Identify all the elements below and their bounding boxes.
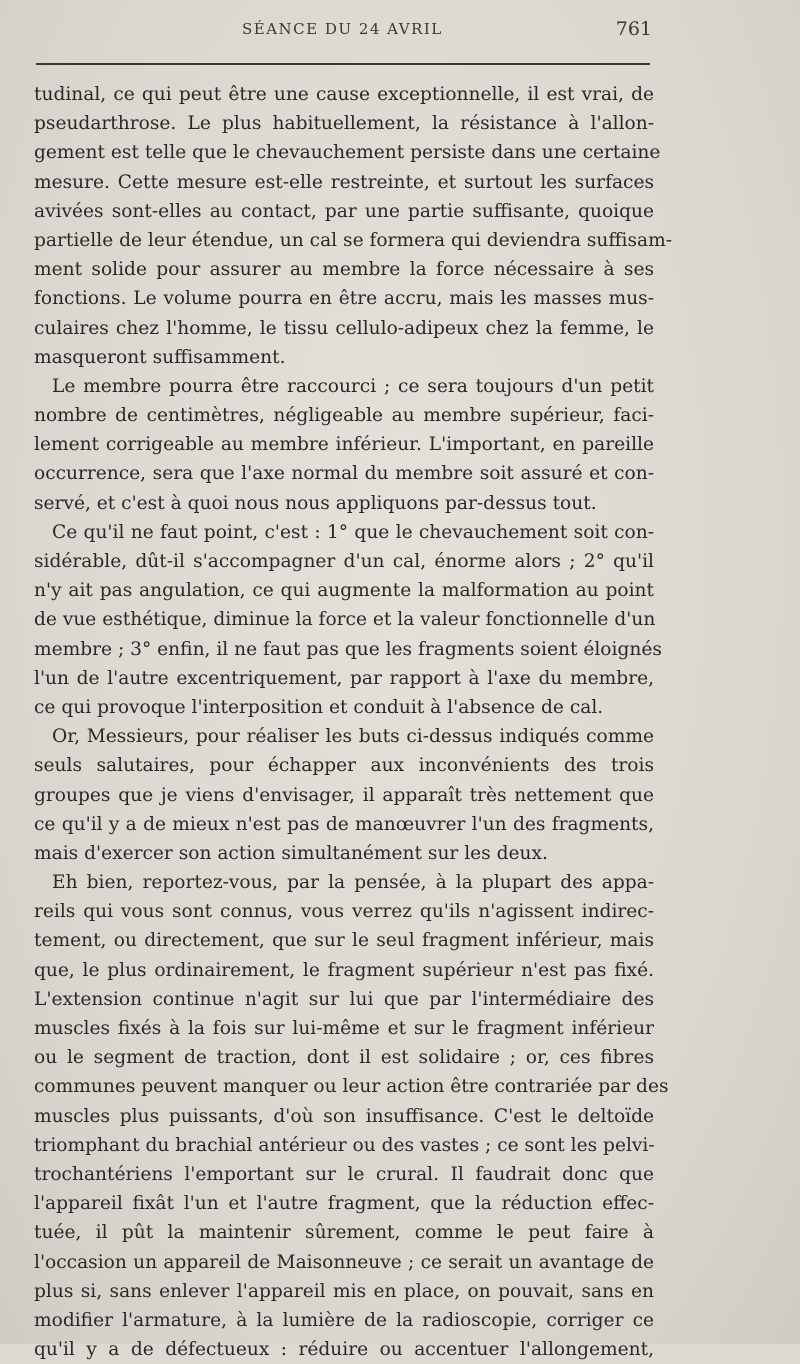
text-line: triomphant du brachial antérieur ou des vastes ; ce sont les pelvi- xyxy=(34,1134,655,1156)
text-line: partielle de leur étendue, un cal se formera qui deviendra suffisam- xyxy=(34,229,673,251)
text-line: tudinal, ce qui peut être une cause exceptionnelle, il est vrai, de xyxy=(34,84,654,105)
text-line: l'occasion un appareil de Maisonneuve ; ce serait un avantage de xyxy=(34,1251,654,1273)
text-line: ce qui provoque l'interposition et conduit à l'absence de cal. xyxy=(34,696,604,718)
text-line: plus si, sans enlever l'appareil mis en place, on pouvait, sans en xyxy=(34,1280,654,1302)
text-line: groupes que je viens d'envisager, il apparaît très nettement que xyxy=(34,784,654,806)
text-line: qu'il y a de défectueux : réduire ou accentuer l'allongement, xyxy=(34,1339,654,1361)
text-line: gement est telle que le chevauchement persiste dans une certaine xyxy=(34,142,661,164)
text-line: trochantériens l'emportant sur le crural. Il faudrait donc que xyxy=(34,1163,654,1185)
text-line: modifier l'armature, à la lumière de la radioscopie, corriger ce xyxy=(34,1309,654,1331)
body-text xyxy=(34,80,673,1364)
text-line: ce qu'il y a de mieux n'est pas de manœuvrer l'un des fragments, xyxy=(34,813,654,835)
text-line: L'extension continue n'agit sur lui que par l'intermédiaire des xyxy=(34,988,654,1010)
text-line: sidérable, dût-il s'accompagner d'un cal, énorme alors ; 2° qu'il xyxy=(34,551,654,572)
text-line: ou le segment de traction, dont il est solidaire ; or, ces fibres xyxy=(34,1047,654,1069)
text-line: Ce qu'il ne faut point, c'est : 1° que le chevauchement soit con- xyxy=(52,521,654,543)
text-line: masqueront suffisamment. xyxy=(34,346,286,368)
text-line: culaires chez l'homme, le tissu cellulo-adipeux chez la femme, le xyxy=(34,317,654,339)
text-line: occurrence, sera que l'axe normal du membre soit assuré et con- xyxy=(34,463,654,485)
text-line: avivées sont-elles au contact, par une partie suffisante, quoique xyxy=(34,200,654,222)
text-line: membre ; 3° enfin, il ne faut pas que les fragments soient éloignés xyxy=(34,638,662,660)
text-line: n'y ait pas angulation, ce qui augmente la malformation au point xyxy=(34,580,654,602)
text-line: tement, ou directement, que sur le seul fragment inférieur, mais xyxy=(34,930,654,952)
text-line: l'un de l'autre excentriquement, par rapport à l'axe du membre, xyxy=(34,667,654,689)
page-number: 761 xyxy=(615,18,652,40)
text-line: l'appareil fixât l'un et l'autre fragment, que la réduction effec- xyxy=(34,1193,654,1215)
text-line: mesure. Cette mesure est-elle restreinte, et surtout les surfaces xyxy=(34,171,654,193)
text-line: Or, Messieurs, pour réaliser les buts ci-dessus indiqués comme xyxy=(52,726,654,748)
text-line: que, le plus ordinairement, le fragment supérieur n'est pas fixé. xyxy=(34,959,654,981)
text-line: de vue esthétique, diminue la force et la valeur fonctionnelle d'un xyxy=(34,609,656,631)
text-line: Eh bien, reportez-vous, par la pensée, à la plupart des appa- xyxy=(52,872,654,894)
text-line: pseudarthrose. Le plus habituellement, la résistance à l'allon- xyxy=(34,113,654,135)
text-line: muscles plus puissants, d'où son insuffisance. C'est le deltoïde xyxy=(34,1105,654,1127)
text-line: fonctions. Le volume pourra en être accru, mais les masses mus- xyxy=(34,288,654,310)
running-header xyxy=(36,18,652,44)
header-rule xyxy=(36,63,650,65)
text-line: servé, et c'est à quoi nous nous appliquons par-dessus tout. xyxy=(34,492,597,514)
text-line: communes peuvent manquer ou leur action être contrariée par des xyxy=(34,1076,669,1098)
text-line: tuée, il pût la maintenir sûrement, comme le peut faire à xyxy=(34,1222,654,1244)
text-line: ment solide pour assurer au membre la force nécessaire à ses xyxy=(34,259,654,281)
text-line: nombre de centimètres, négligeable au membre supérieur, faci- xyxy=(34,405,654,427)
text-line: mais d'exercer son action simultanément sur les deux. xyxy=(34,842,548,864)
text-line: reils qui vous sont connus, vous verrez qu'ils n'agissent indirec- xyxy=(34,901,654,923)
running-title: SÉANCE DU 24 AVRIL xyxy=(242,20,443,38)
text-line: seuls salutaires, pour échapper aux inconvénients des trois xyxy=(34,755,654,777)
text-line: muscles fixés à la fois sur lui-même et sur le fragment inférieur xyxy=(34,1018,654,1039)
text-line: Le membre pourra être raccourci ; ce sera toujours d'un petit xyxy=(52,375,654,397)
text-line: lement corrigeable au membre inférieur. L'important, en pareille xyxy=(34,434,654,456)
